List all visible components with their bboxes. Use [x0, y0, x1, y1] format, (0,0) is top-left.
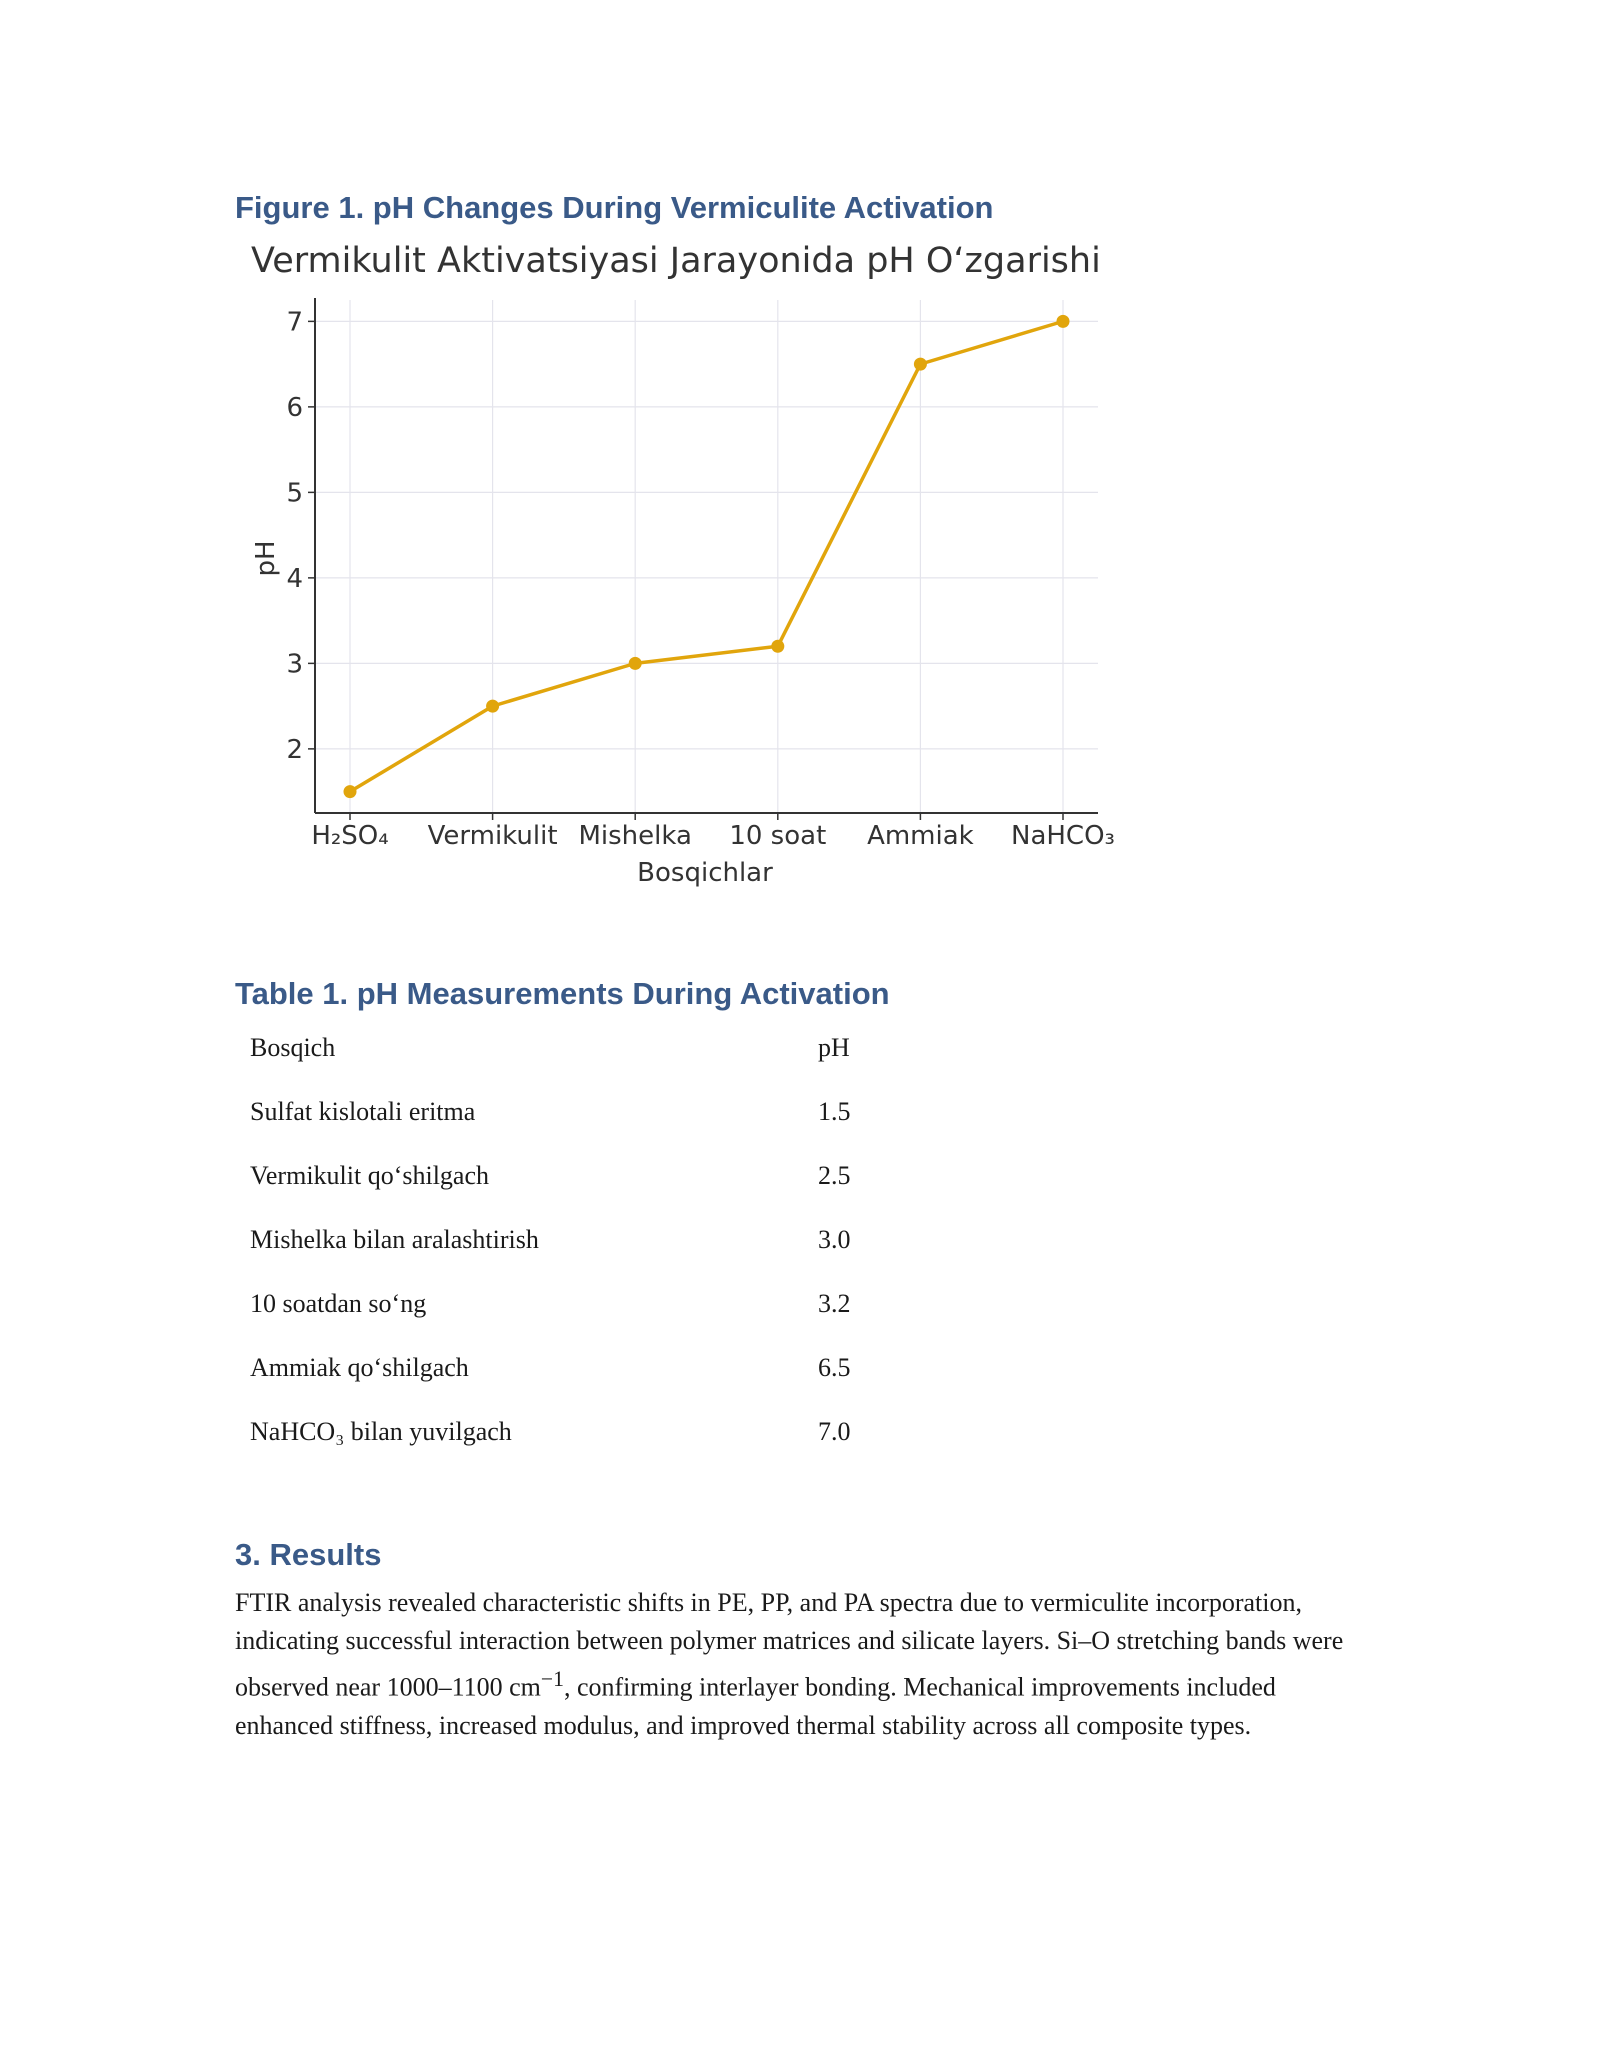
- header-stage: Bosqich: [250, 1033, 336, 1062]
- stage-cell: Sulfat kislotali eritma: [250, 1097, 476, 1126]
- x-tick-label: Vermikulit: [427, 821, 558, 851]
- chart-grid: [315, 300, 1098, 813]
- x-axis-label: Bosqichlar: [637, 858, 773, 888]
- results-paragraph: [235, 1584, 1355, 1745]
- table-row: [236, 1144, 932, 1208]
- y-tick-label: 5: [286, 478, 303, 509]
- data-point: [914, 358, 927, 371]
- chart-series: [344, 315, 1070, 798]
- ph-cell: 3.0: [818, 1225, 851, 1254]
- table-header-row: [236, 1016, 932, 1080]
- y-tick-label: 6: [286, 392, 303, 423]
- ph-line-chart: [240, 240, 1140, 900]
- y-tick-label: 7: [286, 307, 303, 338]
- y-tick-label: 3: [286, 649, 303, 680]
- x-tick-label: Mishelka: [578, 821, 692, 851]
- chart-title: Vermikulit Aktivatsiyasi Jarayonida pH O‘zgarishi: [251, 241, 1101, 281]
- table-row: [236, 1208, 932, 1272]
- chart-ticks: [286, 307, 1115, 851]
- ph-cell: 1.5: [818, 1097, 851, 1126]
- ph-measurements-table: [236, 1016, 932, 1464]
- stage-cell: NaHCO₃ bilan yuvilgach: [250, 1417, 512, 1446]
- table-row: [236, 1080, 932, 1144]
- y-tick-label: 4: [286, 563, 303, 594]
- figure-heading: Figure 1. pH Changes During Vermiculite Activation: [235, 190, 994, 225]
- chart-axes: [315, 298, 1098, 813]
- stage-cell: Ammiak qo‘shilgach: [250, 1353, 469, 1382]
- data-point: [771, 640, 784, 653]
- table-row: [236, 1272, 932, 1336]
- ph-cell: 2.5: [818, 1161, 851, 1190]
- header-ph: pH: [818, 1033, 850, 1062]
- table-row: [236, 1400, 932, 1464]
- y-axis-label: pH: [251, 540, 281, 577]
- y-tick-label: 2: [286, 734, 303, 765]
- data-point: [486, 700, 499, 713]
- stage-cell: Mishelka bilan aralashtirish: [250, 1225, 539, 1254]
- results-superscript: −1: [540, 1667, 564, 1691]
- x-tick-label: NaHCO₃: [1011, 821, 1115, 851]
- results-text: FTIR analysis revealed characteristic shifts in PE, PP, and PA spectra due to vermiculite incorporation, indicating successful interaction between polymer matrices and silicate layers. Si–O stretching bands were observed near 1000–1100 cm: [235, 1588, 1344, 1702]
- data-point: [629, 657, 642, 670]
- data-point: [344, 785, 357, 798]
- x-tick-label: Ammiak: [867, 821, 974, 851]
- stage-cell: Vermikulit qo‘shilgach: [250, 1161, 490, 1190]
- ph-cell: 6.5: [818, 1353, 851, 1382]
- table-row: [236, 1336, 932, 1400]
- ph-cell: 3.2: [818, 1289, 851, 1318]
- table-heading: Table 1. pH Measurements During Activation: [235, 976, 890, 1011]
- data-point: [1057, 315, 1070, 328]
- x-tick-label: 10 soat: [729, 821, 827, 851]
- series-line: [350, 321, 1063, 791]
- results-text-end: , confirming interlayer bonding. Mechanical improvements included enhanced stiffness, increased modulus, and improved thermal stability across all composite types.: [235, 1672, 1276, 1740]
- ph-cell: 7.0: [818, 1417, 851, 1446]
- x-tick-label: H₂SO₄: [311, 821, 389, 851]
- results-heading: 3. Results: [235, 1537, 382, 1572]
- stage-cell: 10 soatdan so‘ng: [250, 1289, 427, 1318]
